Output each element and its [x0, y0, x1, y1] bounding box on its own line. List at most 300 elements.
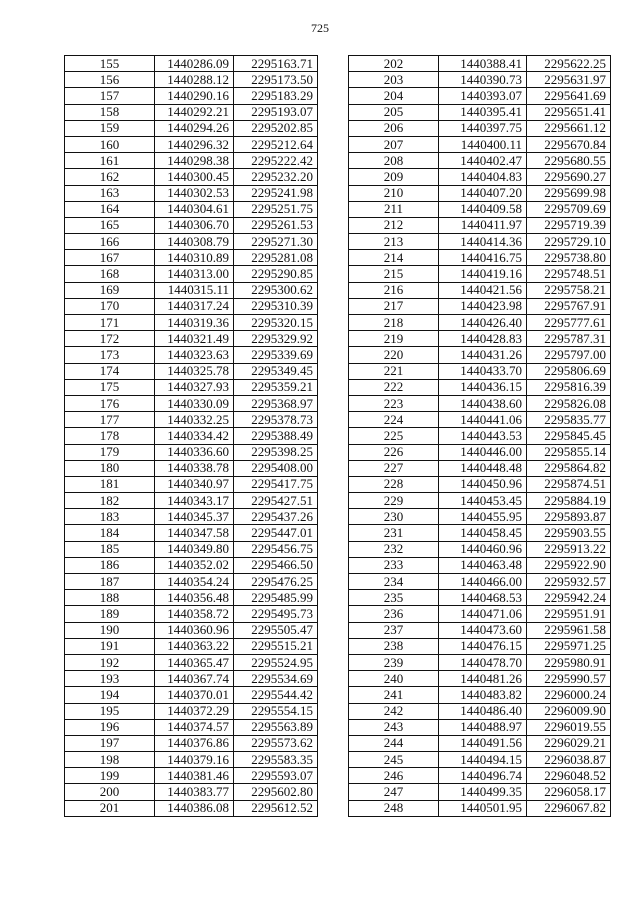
- table-row: [349, 298, 611, 314]
- table-row: [349, 590, 611, 606]
- x-coordinate-cell: 1440338.78: [155, 460, 234, 476]
- point-number-cell: 187: [65, 574, 155, 590]
- point-number-cell: 208: [349, 153, 439, 169]
- table-row: [65, 687, 318, 703]
- table-row: [349, 331, 611, 347]
- point-number-cell: 164: [65, 201, 155, 217]
- table-row: [349, 493, 611, 509]
- point-number-cell: 181: [65, 476, 155, 492]
- table-row: [349, 412, 611, 428]
- table-row: [65, 266, 318, 282]
- y-coordinate-cell: 2295797.00: [527, 347, 611, 363]
- x-coordinate-cell: 1440336.60: [155, 444, 234, 460]
- point-number-cell: 206: [349, 120, 439, 136]
- x-coordinate-cell: 1440302.53: [155, 185, 234, 201]
- point-number-cell: 223: [349, 395, 439, 411]
- table-row: [65, 719, 318, 735]
- point-number-cell: 216: [349, 282, 439, 298]
- point-number-cell: 212: [349, 217, 439, 233]
- point-number-cell: 240: [349, 671, 439, 687]
- point-number-cell: 182: [65, 493, 155, 509]
- x-coordinate-cell: 1440423.98: [439, 298, 527, 314]
- point-number-cell: 201: [65, 800, 155, 816]
- y-coordinate-cell: 2295845.45: [527, 428, 611, 444]
- x-coordinate-cell: 1440397.75: [439, 120, 527, 136]
- x-coordinate-cell: 1440294.26: [155, 120, 234, 136]
- table-row: [65, 363, 318, 379]
- y-coordinate-cell: 2295631.97: [527, 72, 611, 88]
- point-number-cell: 177: [65, 412, 155, 428]
- x-coordinate-cell: 1440402.47: [439, 153, 527, 169]
- y-coordinate-cell: 2295447.01: [234, 525, 318, 541]
- x-coordinate-cell: 1440431.26: [439, 347, 527, 363]
- table-row: [65, 56, 318, 72]
- y-coordinate-cell: 2296019.55: [527, 719, 611, 735]
- point-number-cell: 178: [65, 428, 155, 444]
- table-row: [65, 654, 318, 670]
- point-number-cell: 230: [349, 509, 439, 525]
- x-coordinate-cell: 1440433.70: [439, 363, 527, 379]
- x-coordinate-cell: 1440409.58: [439, 201, 527, 217]
- table-row: [349, 72, 611, 88]
- x-coordinate-cell: 1440370.01: [155, 687, 234, 703]
- table-row: [349, 136, 611, 152]
- point-number-cell: 165: [65, 217, 155, 233]
- x-coordinate-cell: 1440288.12: [155, 72, 234, 88]
- point-number-cell: 185: [65, 541, 155, 557]
- point-number-cell: 155: [65, 56, 155, 72]
- point-number-cell: 198: [65, 752, 155, 768]
- point-number-cell: 160: [65, 136, 155, 152]
- table-row: [65, 120, 318, 136]
- table-row: [65, 217, 318, 233]
- x-coordinate-cell: 1440483.82: [439, 687, 527, 703]
- x-coordinate-cell: 1440363.22: [155, 638, 234, 654]
- point-number-cell: 197: [65, 735, 155, 751]
- y-coordinate-cell: 2295515.21: [234, 638, 318, 654]
- x-coordinate-cell: 1440327.93: [155, 379, 234, 395]
- table-row: [65, 444, 318, 460]
- y-coordinate-cell: 2295544.42: [234, 687, 318, 703]
- y-coordinate-cell: 2295670.84: [527, 136, 611, 152]
- point-number-cell: 188: [65, 590, 155, 606]
- x-coordinate-cell: 1440494.15: [439, 752, 527, 768]
- y-coordinate-cell: 2295971.25: [527, 638, 611, 654]
- x-coordinate-cell: 1440441.06: [439, 412, 527, 428]
- x-coordinate-cell: 1440376.86: [155, 735, 234, 751]
- point-number-cell: 228: [349, 476, 439, 492]
- y-coordinate-cell: 2295281.08: [234, 250, 318, 266]
- x-coordinate-cell: 1440372.29: [155, 703, 234, 719]
- x-coordinate-cell: 1440466.00: [439, 574, 527, 590]
- x-coordinate-cell: 1440471.06: [439, 606, 527, 622]
- table-row: [349, 768, 611, 784]
- y-coordinate-cell: 2295787.31: [527, 331, 611, 347]
- table-row: [349, 56, 611, 72]
- y-coordinate-cell: 2295951.91: [527, 606, 611, 622]
- x-coordinate-cell: 1440453.45: [439, 493, 527, 509]
- table-row: [65, 412, 318, 428]
- table-row: [349, 574, 611, 590]
- point-number-cell: 193: [65, 671, 155, 687]
- table-row: [349, 687, 611, 703]
- y-coordinate-cell: 2295427.51: [234, 493, 318, 509]
- y-coordinate-cell: 2296038.87: [527, 752, 611, 768]
- x-coordinate-cell: 1440481.26: [439, 671, 527, 687]
- table-row: [65, 428, 318, 444]
- y-coordinate-cell: 2295893.87: [527, 509, 611, 525]
- table-row: [349, 557, 611, 573]
- table-row: [65, 525, 318, 541]
- point-number-cell: 245: [349, 752, 439, 768]
- table-row: [349, 347, 611, 363]
- table-row: [349, 428, 611, 444]
- y-coordinate-cell: 2295359.21: [234, 379, 318, 395]
- y-coordinate-cell: 2295593.07: [234, 768, 318, 784]
- x-coordinate-cell: 1440317.24: [155, 298, 234, 314]
- point-number-cell: 222: [349, 379, 439, 395]
- table-row: [65, 104, 318, 120]
- y-coordinate-cell: 2295806.69: [527, 363, 611, 379]
- y-coordinate-cell: 2295690.27: [527, 169, 611, 185]
- point-number-cell: 173: [65, 347, 155, 363]
- point-number-cell: 189: [65, 606, 155, 622]
- table-row: [349, 201, 611, 217]
- x-coordinate-cell: 1440450.96: [439, 476, 527, 492]
- point-number-cell: 172: [65, 331, 155, 347]
- x-coordinate-cell: 1440347.58: [155, 525, 234, 541]
- table-row: [349, 104, 611, 120]
- table-row: [349, 185, 611, 201]
- y-coordinate-cell: 2295241.98: [234, 185, 318, 201]
- x-coordinate-cell: 1440379.16: [155, 752, 234, 768]
- table-row: [349, 444, 611, 460]
- x-coordinate-cell: 1440310.89: [155, 250, 234, 266]
- y-coordinate-cell: 2295408.00: [234, 460, 318, 476]
- table-row: [65, 735, 318, 751]
- y-coordinate-cell: 2295980.91: [527, 654, 611, 670]
- point-number-cell: 163: [65, 185, 155, 201]
- table-row: [349, 315, 611, 331]
- point-number-cell: 183: [65, 509, 155, 525]
- y-coordinate-cell: 2295466.50: [234, 557, 318, 573]
- x-coordinate-cell: 1440306.70: [155, 217, 234, 233]
- y-coordinate-cell: 2295748.51: [527, 266, 611, 282]
- x-coordinate-cell: 1440438.60: [439, 395, 527, 411]
- point-number-cell: 229: [349, 493, 439, 509]
- table-row: [349, 363, 611, 379]
- point-number-cell: 202: [349, 56, 439, 72]
- y-coordinate-cell: 2295826.08: [527, 395, 611, 411]
- table-row: [65, 784, 318, 800]
- coordinates-table-left: [64, 55, 318, 817]
- x-coordinate-cell: 1440386.08: [155, 800, 234, 816]
- x-coordinate-cell: 1440404.83: [439, 169, 527, 185]
- point-number-cell: 196: [65, 719, 155, 735]
- y-coordinate-cell: 2295329.92: [234, 331, 318, 347]
- table-row: [349, 509, 611, 525]
- point-number-cell: 213: [349, 234, 439, 250]
- y-coordinate-cell: 2295495.73: [234, 606, 318, 622]
- y-coordinate-cell: 2295290.85: [234, 266, 318, 282]
- y-coordinate-cell: 2295884.19: [527, 493, 611, 509]
- y-coordinate-cell: 2295641.69: [527, 88, 611, 104]
- table-row: [65, 282, 318, 298]
- table-row: [349, 120, 611, 136]
- y-coordinate-cell: 2295339.69: [234, 347, 318, 363]
- table-row: [65, 557, 318, 573]
- table-row: [65, 169, 318, 185]
- x-coordinate-cell: 1440488.97: [439, 719, 527, 735]
- point-number-cell: 239: [349, 654, 439, 670]
- point-number-cell: 247: [349, 784, 439, 800]
- x-coordinate-cell: 1440436.15: [439, 379, 527, 395]
- table-row: [349, 234, 611, 250]
- y-coordinate-cell: 2295193.07: [234, 104, 318, 120]
- point-number-cell: 211: [349, 201, 439, 217]
- point-number-cell: 236: [349, 606, 439, 622]
- point-number-cell: 219: [349, 331, 439, 347]
- point-number-cell: 159: [65, 120, 155, 136]
- y-coordinate-cell: 2295661.12: [527, 120, 611, 136]
- point-number-cell: 221: [349, 363, 439, 379]
- y-coordinate-cell: 2295758.21: [527, 282, 611, 298]
- x-coordinate-cell: 1440360.96: [155, 622, 234, 638]
- point-number-cell: 174: [65, 363, 155, 379]
- y-coordinate-cell: 2295922.90: [527, 557, 611, 573]
- table-row: [65, 153, 318, 169]
- point-number-cell: 184: [65, 525, 155, 541]
- x-coordinate-cell: 1440356.48: [155, 590, 234, 606]
- point-number-cell: 200: [65, 784, 155, 800]
- y-coordinate-cell: 2295212.64: [234, 136, 318, 152]
- point-number-cell: 248: [349, 800, 439, 816]
- point-number-cell: 218: [349, 315, 439, 331]
- table-row: [65, 541, 318, 557]
- table-row: [65, 800, 318, 816]
- point-number-cell: 176: [65, 395, 155, 411]
- y-coordinate-cell: 2295903.55: [527, 525, 611, 541]
- table-row: [65, 493, 318, 509]
- y-coordinate-cell: 2295261.53: [234, 217, 318, 233]
- y-coordinate-cell: 2295349.45: [234, 363, 318, 379]
- table-row: [65, 509, 318, 525]
- x-coordinate-cell: 1440319.36: [155, 315, 234, 331]
- table-row: [65, 331, 318, 347]
- x-coordinate-cell: 1440358.72: [155, 606, 234, 622]
- point-number-cell: 192: [65, 654, 155, 670]
- y-coordinate-cell: 2295534.69: [234, 671, 318, 687]
- x-coordinate-cell: 1440428.83: [439, 331, 527, 347]
- y-coordinate-cell: 2295222.42: [234, 153, 318, 169]
- table-row: [349, 395, 611, 411]
- x-coordinate-cell: 1440383.77: [155, 784, 234, 800]
- table-row: [349, 719, 611, 735]
- table-row: [349, 703, 611, 719]
- coordinates-table-right: [348, 55, 611, 817]
- table-row: [65, 250, 318, 266]
- x-coordinate-cell: 1440352.02: [155, 557, 234, 573]
- point-number-cell: 235: [349, 590, 439, 606]
- x-coordinate-cell: 1440400.11: [439, 136, 527, 152]
- x-coordinate-cell: 1440499.35: [439, 784, 527, 800]
- y-coordinate-cell: 2295300.62: [234, 282, 318, 298]
- x-coordinate-cell: 1440486.40: [439, 703, 527, 719]
- x-coordinate-cell: 1440460.96: [439, 541, 527, 557]
- y-coordinate-cell: 2295310.39: [234, 298, 318, 314]
- x-coordinate-cell: 1440496.74: [439, 768, 527, 784]
- x-coordinate-cell: 1440414.36: [439, 234, 527, 250]
- point-number-cell: 162: [65, 169, 155, 185]
- point-number-cell: 225: [349, 428, 439, 444]
- point-number-cell: 170: [65, 298, 155, 314]
- point-number-cell: 204: [349, 88, 439, 104]
- y-coordinate-cell: 2295271.30: [234, 234, 318, 250]
- table-row: [349, 525, 611, 541]
- x-coordinate-cell: 1440286.09: [155, 56, 234, 72]
- x-coordinate-cell: 1440343.17: [155, 493, 234, 509]
- x-coordinate-cell: 1440395.41: [439, 104, 527, 120]
- point-number-cell: 171: [65, 315, 155, 331]
- y-coordinate-cell: 2295942.24: [527, 590, 611, 606]
- x-coordinate-cell: 1440298.38: [155, 153, 234, 169]
- y-coordinate-cell: 2295719.39: [527, 217, 611, 233]
- y-coordinate-cell: 2295602.80: [234, 784, 318, 800]
- y-coordinate-cell: 2295699.98: [527, 185, 611, 201]
- table-row: [349, 88, 611, 104]
- table-row: [349, 266, 611, 282]
- point-number-cell: 179: [65, 444, 155, 460]
- point-number-cell: 175: [65, 379, 155, 395]
- y-coordinate-cell: 2295417.75: [234, 476, 318, 492]
- table-row: [65, 606, 318, 622]
- x-coordinate-cell: 1440321.49: [155, 331, 234, 347]
- x-coordinate-cell: 1440367.74: [155, 671, 234, 687]
- y-coordinate-cell: 2295524.95: [234, 654, 318, 670]
- y-coordinate-cell: 2295398.25: [234, 444, 318, 460]
- y-coordinate-cell: 2295232.20: [234, 169, 318, 185]
- y-coordinate-cell: 2296048.52: [527, 768, 611, 784]
- y-coordinate-cell: 2295913.22: [527, 541, 611, 557]
- y-coordinate-cell: 2296000.24: [527, 687, 611, 703]
- x-coordinate-cell: 1440349.80: [155, 541, 234, 557]
- y-coordinate-cell: 2295388.49: [234, 428, 318, 444]
- y-coordinate-cell: 2295573.62: [234, 735, 318, 751]
- point-number-cell: 186: [65, 557, 155, 573]
- x-coordinate-cell: 1440501.95: [439, 800, 527, 816]
- y-coordinate-cell: 2296009.90: [527, 703, 611, 719]
- point-number-cell: 220: [349, 347, 439, 363]
- table-row: [349, 671, 611, 687]
- y-coordinate-cell: 2295251.75: [234, 201, 318, 217]
- x-coordinate-cell: 1440390.73: [439, 72, 527, 88]
- table-row: [65, 234, 318, 250]
- y-coordinate-cell: 2295777.61: [527, 315, 611, 331]
- y-coordinate-cell: 2295855.14: [527, 444, 611, 460]
- y-coordinate-cell: 2295368.97: [234, 395, 318, 411]
- x-coordinate-cell: 1440330.09: [155, 395, 234, 411]
- point-number-cell: 209: [349, 169, 439, 185]
- table-row: [65, 638, 318, 654]
- x-coordinate-cell: 1440292.21: [155, 104, 234, 120]
- table-row: [65, 622, 318, 638]
- x-coordinate-cell: 1440473.60: [439, 622, 527, 638]
- point-number-cell: 169: [65, 282, 155, 298]
- y-coordinate-cell: 2295612.52: [234, 800, 318, 816]
- y-coordinate-cell: 2295320.15: [234, 315, 318, 331]
- y-coordinate-cell: 2295437.26: [234, 509, 318, 525]
- y-coordinate-cell: 2295738.80: [527, 250, 611, 266]
- y-coordinate-cell: 2295183.29: [234, 88, 318, 104]
- y-coordinate-cell: 2295622.25: [527, 56, 611, 72]
- table-row: [349, 800, 611, 816]
- point-number-cell: 168: [65, 266, 155, 282]
- table-row: [65, 574, 318, 590]
- y-coordinate-cell: 2295456.75: [234, 541, 318, 557]
- x-coordinate-cell: 1440345.37: [155, 509, 234, 525]
- table-row: [65, 185, 318, 201]
- x-coordinate-cell: 1440374.57: [155, 719, 234, 735]
- table-row: [349, 250, 611, 266]
- table-row: [65, 460, 318, 476]
- table-row: [349, 541, 611, 557]
- point-number-cell: 231: [349, 525, 439, 541]
- x-coordinate-cell: 1440448.48: [439, 460, 527, 476]
- x-coordinate-cell: 1440334.42: [155, 428, 234, 444]
- table-row: [349, 784, 611, 800]
- point-number-cell: 190: [65, 622, 155, 638]
- x-coordinate-cell: 1440468.53: [439, 590, 527, 606]
- x-coordinate-cell: 1440290.16: [155, 88, 234, 104]
- y-coordinate-cell: 2295990.57: [527, 671, 611, 687]
- y-coordinate-cell: 2295816.39: [527, 379, 611, 395]
- point-number-cell: 161: [65, 153, 155, 169]
- x-coordinate-cell: 1440296.32: [155, 136, 234, 152]
- x-coordinate-cell: 1440393.07: [439, 88, 527, 104]
- point-number-cell: 203: [349, 72, 439, 88]
- y-coordinate-cell: 2295563.89: [234, 719, 318, 735]
- table-row: [65, 88, 318, 104]
- point-number-cell: 226: [349, 444, 439, 460]
- x-coordinate-cell: 1440458.45: [439, 525, 527, 541]
- table-row: [65, 201, 318, 217]
- point-number-cell: 242: [349, 703, 439, 719]
- y-coordinate-cell: 2295767.91: [527, 298, 611, 314]
- y-coordinate-cell: 2295729.10: [527, 234, 611, 250]
- page-number: 725: [311, 21, 329, 35]
- point-number-cell: 210: [349, 185, 439, 201]
- x-coordinate-cell: 1440411.97: [439, 217, 527, 233]
- x-coordinate-cell: 1440313.00: [155, 266, 234, 282]
- y-coordinate-cell: 2295485.99: [234, 590, 318, 606]
- point-number-cell: 199: [65, 768, 155, 784]
- table-row: [65, 72, 318, 88]
- point-number-cell: 224: [349, 412, 439, 428]
- x-coordinate-cell: 1440446.00: [439, 444, 527, 460]
- point-number-cell: 232: [349, 541, 439, 557]
- table-row: [65, 395, 318, 411]
- x-coordinate-cell: 1440421.56: [439, 282, 527, 298]
- table-row: [349, 476, 611, 492]
- table-row: [349, 622, 611, 638]
- point-number-cell: 207: [349, 136, 439, 152]
- x-coordinate-cell: 1440340.97: [155, 476, 234, 492]
- point-number-cell: 234: [349, 574, 439, 590]
- y-coordinate-cell: 2295932.57: [527, 574, 611, 590]
- y-coordinate-cell: 2295163.71: [234, 56, 318, 72]
- point-number-cell: 157: [65, 88, 155, 104]
- table-row: [65, 703, 318, 719]
